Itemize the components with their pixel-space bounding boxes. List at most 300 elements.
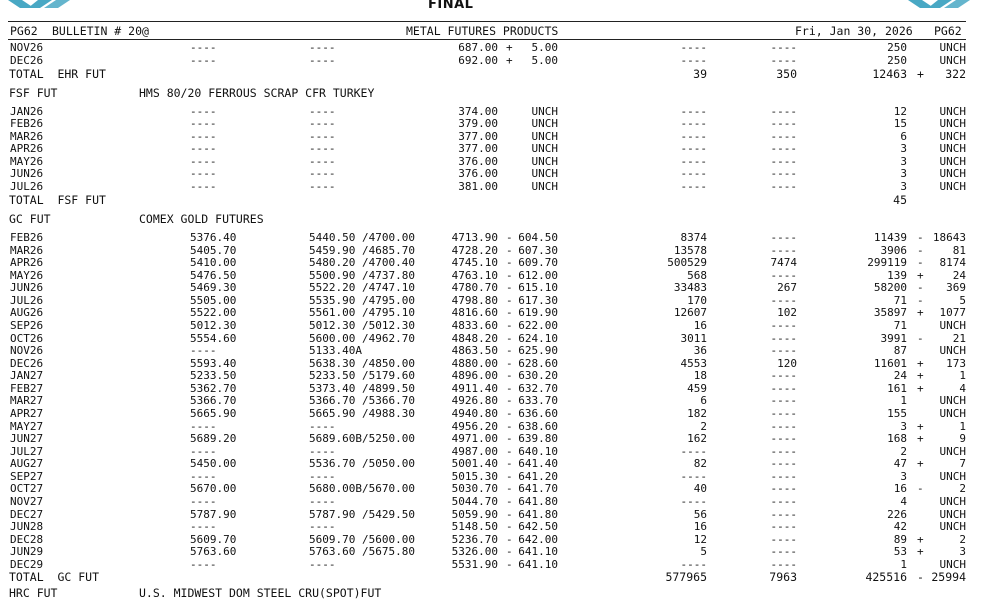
contract-month: OCT27 (10, 482, 44, 496)
settle-price: 4763.10 (451, 268, 498, 282)
open-price: ---- (190, 444, 217, 458)
open-price: 5665.90 (190, 406, 237, 420)
change-direction: - (506, 494, 513, 508)
rth-volume: ---- (680, 105, 707, 118)
bulletin-number: BULLETIN # 20@ (52, 24, 149, 38)
oi-change-direction: - (917, 231, 924, 244)
bulletin-date: Fri, Jan 30, 2026 (795, 24, 913, 38)
open-interest: 3906 (880, 243, 907, 257)
oi-change: UNCH (939, 154, 966, 168)
rth-volume: 459 (687, 381, 707, 395)
change-direction: - (506, 532, 513, 546)
product-code: GC FUT (9, 212, 51, 226)
open-interest: 47 (893, 457, 907, 471)
oi-change-direction: + (917, 369, 924, 383)
change-direction: - (506, 482, 513, 496)
contract-row (0, 382, 992, 395)
open-price: 5763.60 (190, 545, 237, 559)
price-change: 612.00 (518, 268, 558, 282)
open-interest: 299119 (867, 256, 907, 270)
change-direction: - (506, 268, 513, 282)
product-name: HMS 80/20 FERROUS SCRAP CFR TURKEY (139, 86, 375, 100)
section-total-row (0, 571, 992, 584)
oi-change: 1 (959, 369, 966, 383)
contract-row (0, 155, 992, 168)
rth-volume: 170 (687, 293, 707, 307)
settle-price: 4940.80 (451, 406, 498, 420)
globex-volume: ---- (770, 381, 797, 395)
high-low-range: 5600.00 /4962.70 (309, 331, 415, 345)
change-direction: - (506, 344, 513, 358)
open-price: 5012.30 (190, 318, 237, 332)
open-interest: 168 (887, 432, 907, 446)
open-price: ---- (190, 154, 217, 168)
oi-change: 7 (959, 457, 966, 471)
oi-change: UNCH (939, 167, 966, 181)
rth-volume: ---- (680, 469, 707, 483)
high-low-range: ---- (309, 419, 336, 433)
rth-volume: 162 (687, 432, 707, 446)
settle-price: 4798.80 (451, 293, 498, 307)
settle-price: 5001.40 (451, 457, 498, 471)
settle-price: 381.00 (458, 179, 498, 193)
globex-volume: ---- (770, 444, 797, 458)
high-low-range: 5689.60B/5250.00 (309, 432, 415, 446)
open-interest: 16 (893, 482, 907, 496)
change-direction: - (506, 394, 513, 408)
price-change: 641.80 (518, 507, 558, 521)
open-price: 5410.00 (190, 256, 237, 270)
total-rth-volume: 577965 (665, 570, 707, 584)
price-change: 625.90 (518, 344, 558, 358)
oi-change: UNCH (939, 142, 966, 156)
high-low-range: ---- (309, 41, 336, 54)
oi-change: UNCH (939, 129, 966, 143)
total-oi-change: 25994 (931, 570, 966, 584)
price-change: 641.40 (518, 457, 558, 471)
open-interest: 87 (893, 344, 907, 358)
settle-price: 4848.20 (451, 331, 498, 345)
globex-volume: ---- (770, 268, 797, 282)
contract-row (0, 394, 992, 407)
contract-row (0, 470, 992, 483)
oi-change: 9 (959, 432, 966, 446)
contract-month: SEP27 (10, 469, 44, 483)
globex-volume: ---- (770, 520, 797, 534)
high-low-range: 5500.90 /4737.80 (309, 268, 415, 282)
page-number-right: PG62 (934, 24, 962, 38)
change-direction: - (506, 432, 513, 446)
contract-row (0, 332, 992, 345)
change-direction: - (506, 545, 513, 559)
open-interest: 35897 (873, 306, 907, 320)
price-change: 641.70 (518, 482, 558, 496)
product-section-heading (0, 213, 992, 226)
open-price: ---- (190, 520, 217, 534)
settle-price: 4971.00 (451, 432, 498, 446)
settle-price: 4833.60 (451, 318, 498, 332)
contract-row (0, 432, 992, 445)
header-top-rule (8, 21, 966, 22)
open-price: 5405.70 (190, 243, 237, 257)
rth-volume: ---- (680, 167, 707, 181)
globex-volume: ---- (770, 457, 797, 471)
price-change: 622.00 (518, 318, 558, 332)
rth-volume: ---- (680, 142, 707, 156)
contract-month: MAY26 (10, 268, 44, 282)
contract-row (0, 142, 992, 155)
contract-month: DEC27 (10, 507, 44, 521)
high-low-range: ---- (309, 53, 336, 67)
change-direction: - (506, 457, 513, 471)
price-change: UNCH (531, 154, 558, 168)
globex-volume: ---- (770, 432, 797, 446)
open-interest: 3 (900, 419, 907, 433)
price-change: UNCH (531, 179, 558, 193)
oi-change-direction: + (917, 457, 924, 471)
settle-price: 4896.00 (451, 369, 498, 383)
contract-month: NOV26 (10, 344, 44, 358)
oi-change: 2 (959, 482, 966, 496)
contract-month: JAN27 (10, 369, 44, 383)
total-open-interest: 45 (893, 193, 907, 207)
change-direction: + (506, 41, 513, 54)
high-low-range: 5609.70 /5600.00 (309, 532, 415, 546)
open-interest: 1 (900, 557, 907, 571)
change-direction: - (506, 331, 513, 345)
total-oi-change: 322 (945, 67, 966, 81)
open-price: ---- (190, 419, 217, 433)
contract-row (0, 130, 992, 143)
rth-volume: 12 (693, 532, 707, 546)
globex-volume: ---- (770, 507, 797, 521)
settle-price: 374.00 (458, 105, 498, 118)
open-interest: 250 (887, 41, 907, 54)
oi-change: UNCH (939, 494, 966, 508)
price-change: 641.80 (518, 494, 558, 508)
oi-change: 1 (959, 419, 966, 433)
high-low-range: ---- (309, 179, 336, 193)
high-low-range: 5787.90 /5429.50 (309, 507, 415, 521)
oi-change: UNCH (939, 469, 966, 483)
oi-change: 8174 (939, 256, 966, 270)
price-change: 615.10 (518, 281, 558, 295)
product-code: FSF FUT (9, 86, 58, 100)
oi-change: 3 (959, 545, 966, 559)
high-low-range: ---- (309, 142, 336, 156)
total-globex-volume: 350 (776, 67, 797, 81)
oi-change-direction: + (917, 532, 924, 546)
open-price: ---- (190, 117, 217, 131)
open-price: ---- (190, 129, 217, 143)
globex-volume: ---- (770, 117, 797, 131)
rth-volume: ---- (680, 179, 707, 193)
rth-volume: 33483 (673, 281, 707, 295)
price-change: 641.10 (518, 557, 558, 571)
globex-volume: ---- (770, 331, 797, 345)
open-interest: 71 (893, 318, 907, 332)
price-change: 624.10 (518, 331, 558, 345)
oi-change: UNCH (939, 394, 966, 408)
change-direction: - (506, 306, 513, 320)
globex-volume: ---- (770, 105, 797, 118)
high-low-range: ---- (309, 117, 336, 131)
total-label: TOTAL GC FUT (9, 570, 100, 584)
oi-change: 81 (952, 243, 966, 257)
open-interest: 11439 (873, 231, 907, 244)
open-interest: 1 (900, 394, 907, 408)
contract-row (0, 231, 992, 244)
oi-change-direction: - (917, 293, 924, 307)
rth-volume: 5 (700, 545, 707, 559)
price-change: 630.20 (518, 369, 558, 383)
change-direction: - (506, 318, 513, 332)
globex-volume: 120 (777, 356, 797, 370)
globex-volume: ---- (770, 41, 797, 54)
globex-volume: ---- (770, 532, 797, 546)
open-price: ---- (190, 167, 217, 181)
settle-price: 4956.20 (451, 419, 498, 433)
contract-row (0, 495, 992, 508)
high-low-range: ---- (309, 105, 336, 118)
settle-price: 376.00 (458, 167, 498, 181)
oi-change: UNCH (939, 507, 966, 521)
rth-volume: ---- (680, 129, 707, 143)
price-change: 642.00 (518, 532, 558, 546)
contract-row (0, 407, 992, 420)
open-price: 5554.60 (190, 331, 237, 345)
page-number-left: PG62 (10, 24, 38, 38)
price-change: 641.20 (518, 469, 558, 483)
change-direction: - (506, 256, 513, 270)
product-section-heading (0, 87, 992, 100)
change-direction: - (506, 293, 513, 307)
open-interest: 6 (900, 129, 907, 143)
open-interest: 3 (900, 142, 907, 156)
contract-month: JUN26 (10, 167, 44, 181)
change-direction: - (506, 444, 513, 458)
open-price: ---- (190, 469, 217, 483)
settle-price: 4745.10 (451, 256, 498, 270)
open-interest: 3 (900, 469, 907, 483)
open-price: ---- (190, 105, 217, 118)
contract-month: APR26 (10, 142, 44, 156)
price-change: 609.70 (518, 256, 558, 270)
oi-change: 173 (946, 356, 966, 370)
globex-volume: ---- (770, 179, 797, 193)
globex-volume: ---- (770, 469, 797, 483)
price-change: UNCH (531, 142, 558, 156)
rth-volume: 18 (693, 369, 707, 383)
oi-change: UNCH (939, 53, 966, 67)
settle-price: 4780.70 (451, 281, 498, 295)
high-low-range: 5133.40A (309, 344, 362, 358)
price-change: 640.10 (518, 444, 558, 458)
oi-change-direction: - (917, 243, 924, 257)
globex-volume: ---- (770, 243, 797, 257)
exchange-logo-right (908, 0, 970, 8)
contract-month: AUG26 (10, 306, 44, 320)
change-direction: - (506, 231, 513, 244)
rth-volume: ---- (680, 557, 707, 571)
change-direction: - (506, 381, 513, 395)
total-label: TOTAL FSF FUT (9, 193, 106, 207)
oi-change: UNCH (939, 117, 966, 131)
open-interest: 155 (887, 406, 907, 420)
contract-month: JUN29 (10, 545, 44, 559)
contract-month: APR27 (10, 406, 44, 420)
rth-volume: 56 (693, 507, 707, 521)
contract-row (0, 357, 992, 370)
open-interest: 3991 (880, 331, 907, 345)
oi-change-direction: - (917, 256, 924, 270)
rth-volume: ---- (680, 53, 707, 67)
open-price: 5787.90 (190, 507, 237, 521)
rth-volume: 12607 (673, 306, 707, 320)
contract-month: FEB26 (10, 231, 44, 244)
contract-month: NOV26 (10, 41, 44, 54)
oi-change: UNCH (939, 406, 966, 420)
settle-price: 5531.90 (451, 557, 498, 571)
rth-volume: ---- (680, 444, 707, 458)
change-direction: - (506, 369, 513, 383)
oi-change-direction: + (917, 356, 924, 370)
globex-volume: ---- (770, 129, 797, 143)
settle-price: 4926.80 (451, 394, 498, 408)
contract-month: APR26 (10, 256, 44, 270)
settle-price: 5059.90 (451, 507, 498, 521)
open-interest: 24 (893, 369, 907, 383)
total-label: TOTAL EHR FUT (9, 67, 106, 81)
change-direction: - (506, 507, 513, 521)
rth-volume: 36 (693, 344, 707, 358)
open-price: 5505.00 (190, 293, 237, 307)
total-rth-volume: 39 (693, 67, 707, 81)
high-low-range: ---- (309, 129, 336, 143)
open-price: ---- (190, 179, 217, 193)
price-change: 617.30 (518, 293, 558, 307)
oi-change: 2 (959, 532, 966, 546)
contract-row (0, 520, 992, 533)
contract-month: NOV27 (10, 494, 44, 508)
product-name: U.S. MIDWEST DOM STEEL CRU(SPOT)FUT (139, 586, 382, 600)
change-direction: - (506, 520, 513, 534)
open-price: 5376.40 (190, 231, 237, 244)
oi-change: 18643 (932, 231, 966, 244)
oi-change: UNCH (939, 105, 966, 118)
open-price: 5362.70 (190, 381, 237, 395)
total-globex-volume: 7963 (769, 570, 797, 584)
settle-price: 4816.60 (451, 306, 498, 320)
globex-volume: ---- (770, 293, 797, 307)
contract-row (0, 558, 992, 571)
open-price: 5233.50 (190, 369, 237, 383)
high-low-range: ---- (309, 154, 336, 168)
high-low-range: 5763.60 /5675.80 (309, 545, 415, 559)
open-interest: 11601 (873, 356, 907, 370)
rth-volume: 2 (700, 419, 707, 433)
contract-month: DEC26 (10, 53, 44, 67)
settle-price: 5044.70 (451, 494, 498, 508)
contract-month: SEP26 (10, 318, 44, 332)
price-change: 5.00 (531, 41, 558, 54)
contract-month: JUL26 (10, 179, 44, 193)
settle-price: 376.00 (458, 154, 498, 168)
open-price: 5689.20 (190, 432, 237, 446)
settle-price: 4863.50 (451, 344, 498, 358)
high-low-range: 5536.70 /5050.00 (309, 457, 415, 471)
oi-change: UNCH (939, 557, 966, 571)
globex-volume: ---- (770, 369, 797, 383)
contract-row (0, 344, 992, 357)
high-low-range: 5522.20 /4747.10 (309, 281, 415, 295)
contract-row (0, 167, 992, 180)
open-interest: 15 (893, 117, 907, 131)
open-interest: 226 (887, 507, 907, 521)
oi-change: UNCH (939, 344, 966, 358)
settle-price: 377.00 (458, 129, 498, 143)
high-low-range: 5535.90 /4795.00 (309, 293, 415, 307)
contract-row (0, 545, 992, 558)
settle-price: 377.00 (458, 142, 498, 156)
high-low-range: 5665.90 /4988.30 (309, 406, 415, 420)
change-direction: - (506, 557, 513, 571)
high-low-range: ---- (309, 444, 336, 458)
oi-change-direction: + (917, 419, 924, 433)
globex-volume: ---- (770, 494, 797, 508)
total-open-interest: 12463 (872, 67, 907, 81)
contract-month: FEB26 (10, 117, 44, 131)
total-oi-direction: - (917, 570, 924, 584)
globex-volume: ---- (770, 406, 797, 420)
price-change: 619.90 (518, 306, 558, 320)
change-direction: - (506, 419, 513, 433)
globex-volume: 267 (777, 281, 797, 295)
settle-price: 379.00 (458, 117, 498, 131)
high-low-range: ---- (309, 520, 336, 534)
change-direction: - (506, 406, 513, 420)
price-change: 638.60 (518, 419, 558, 433)
oi-change-direction: + (917, 545, 924, 559)
high-low-range: ---- (309, 494, 336, 508)
contract-row (0, 180, 992, 193)
header-bottom-rule (8, 39, 966, 40)
high-low-range: 5480.20 /4700.40 (309, 256, 415, 270)
globex-volume: 102 (777, 306, 797, 320)
contract-row (0, 269, 992, 282)
open-price: 5450.00 (190, 457, 237, 471)
rth-volume: 182 (687, 406, 707, 420)
price-change: 628.60 (518, 356, 558, 370)
contract-month: FEB27 (10, 381, 44, 395)
section-total-row (0, 194, 992, 207)
price-change: 639.80 (518, 432, 558, 446)
open-interest: 3 (900, 154, 907, 168)
contract-row (0, 420, 992, 433)
open-interest: 3 (900, 179, 907, 193)
price-change: UNCH (531, 167, 558, 181)
contract-row (0, 281, 992, 294)
settle-price: 687.00 (458, 41, 498, 54)
rth-volume: 500529 (667, 256, 707, 270)
globex-volume: ---- (770, 394, 797, 408)
open-price: ---- (190, 142, 217, 156)
rth-volume: ---- (680, 494, 707, 508)
oi-change-direction: - (917, 482, 924, 496)
contract-row (0, 117, 992, 130)
globex-volume: ---- (770, 545, 797, 559)
oi-change: 1077 (939, 306, 966, 320)
